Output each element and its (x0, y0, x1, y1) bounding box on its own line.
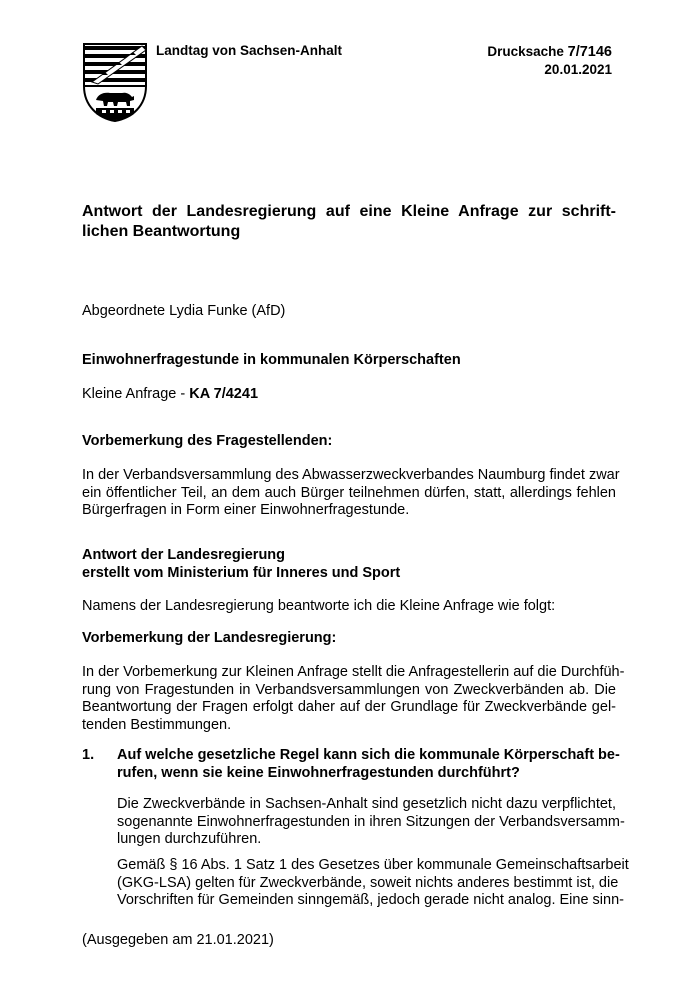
gov-note-line: tenden Bestimmungen. (82, 716, 232, 733)
answer-heading-line-2: erstellt vom Ministerium für Inneres und Sport (82, 564, 401, 581)
title-line-1: Antwort der Landesregierung auf eine Kleine Anfrage zur schrift- (82, 203, 616, 220)
answer-paragraph-2 (117, 857, 629, 910)
gov-note-line: rung von Fragestunden in Verbandsversammlungen von Zweckverbänden ab. Die (82, 681, 616, 698)
subject-heading: Einwohnerfragestunde in kommunalen Körperschaften (82, 352, 461, 368)
document-title (82, 202, 616, 242)
answer-heading-line-1: Antwort der Landesregierung (82, 547, 286, 563)
answer-line: (GKG-LSA) gelten für Zweckverbände, soweit nichts anderes bestimmt ist, die (117, 874, 619, 891)
author: Abgeordnete Lydia Funke (AfD) (82, 303, 286, 319)
gov-note-heading: Vorbemerkung der Landesregierung: (82, 630, 337, 646)
answer-heading (82, 547, 616, 582)
answer-line: Gemäß § 16 Abs. 1 Satz 1 des Gesetzes über kommunale Gemeinschaftsarbeit (117, 857, 629, 873)
pre-note-line: Bürgerfragen in Form einer Einwohnerfragestunde. (82, 502, 410, 518)
pre-note-line: ein öffentlicher Teil, an dem auch Bürger teilnehmen dürfen, statt, allerdings fehlen (82, 484, 616, 501)
question-text (117, 747, 620, 782)
coat-of-arms-icon (82, 42, 148, 122)
organization-name: Landtag von Sachsen-Anhalt (156, 43, 343, 58)
answer-line: Vorschriften für Gemeinden sinngemäß, jedoch gerade nicht analog. Eine sinn- (117, 892, 624, 908)
answer-line: lungen durchzuführen. (117, 831, 262, 847)
gov-note-line: In der Vorbemerkung zur Kleinen Anfrage stellt die Anfragestellerin auf die Durchfüh- (82, 664, 625, 680)
inquiry-label: Kleine Anfrage - (82, 386, 190, 402)
doc-label: Drucksache (487, 44, 568, 59)
answer-line: Die Zweckverbände in Sachsen-Anhalt sind gesetzlich nicht dazu verpflichtet, (117, 796, 616, 812)
doc-number: 7/7146 (567, 44, 612, 60)
gov-note-paragraph (82, 664, 625, 734)
document-number-block (487, 43, 612, 78)
gov-note-line: Beantwortung der Fragen erfolgt daher auf der Grundlage für Zweckverbände gel- (82, 699, 616, 715)
pre-note-line: In der Verbandsversammlung des Abwasserzweckverbandes Naumburg findet zwar (82, 467, 620, 483)
issued-date-footer: (Ausgegeben am 21.01.2021) (82, 932, 274, 948)
question-number: 1. (82, 747, 95, 763)
question-line: rufen, wenn sie keine Einwohnerfragestunden durchführt? (117, 764, 520, 781)
pre-note-paragraph (82, 467, 620, 520)
inquiry-reference (82, 386, 616, 404)
title-line-2: lichen Beantwortung (82, 223, 241, 240)
doc-date: 20.01.2021 (544, 62, 612, 77)
answer-paragraph-1 (117, 796, 625, 849)
question-line: Auf welche gesetzliche Regel kann sich die kommunale Körperschaft be- (117, 747, 620, 763)
inquiry-number: KA 7/4241 (189, 386, 259, 402)
pre-note-heading: Vorbemerkung des Fragestellenden: (82, 433, 333, 449)
answer-line: sogenannte Einwohnerfragestunden in ihren Sitzungen der Verbandsversamm- (117, 813, 625, 830)
answer-intro: Namens der Landesregierung beantworte ich die Kleine Anfrage wie folgt: (82, 598, 556, 614)
